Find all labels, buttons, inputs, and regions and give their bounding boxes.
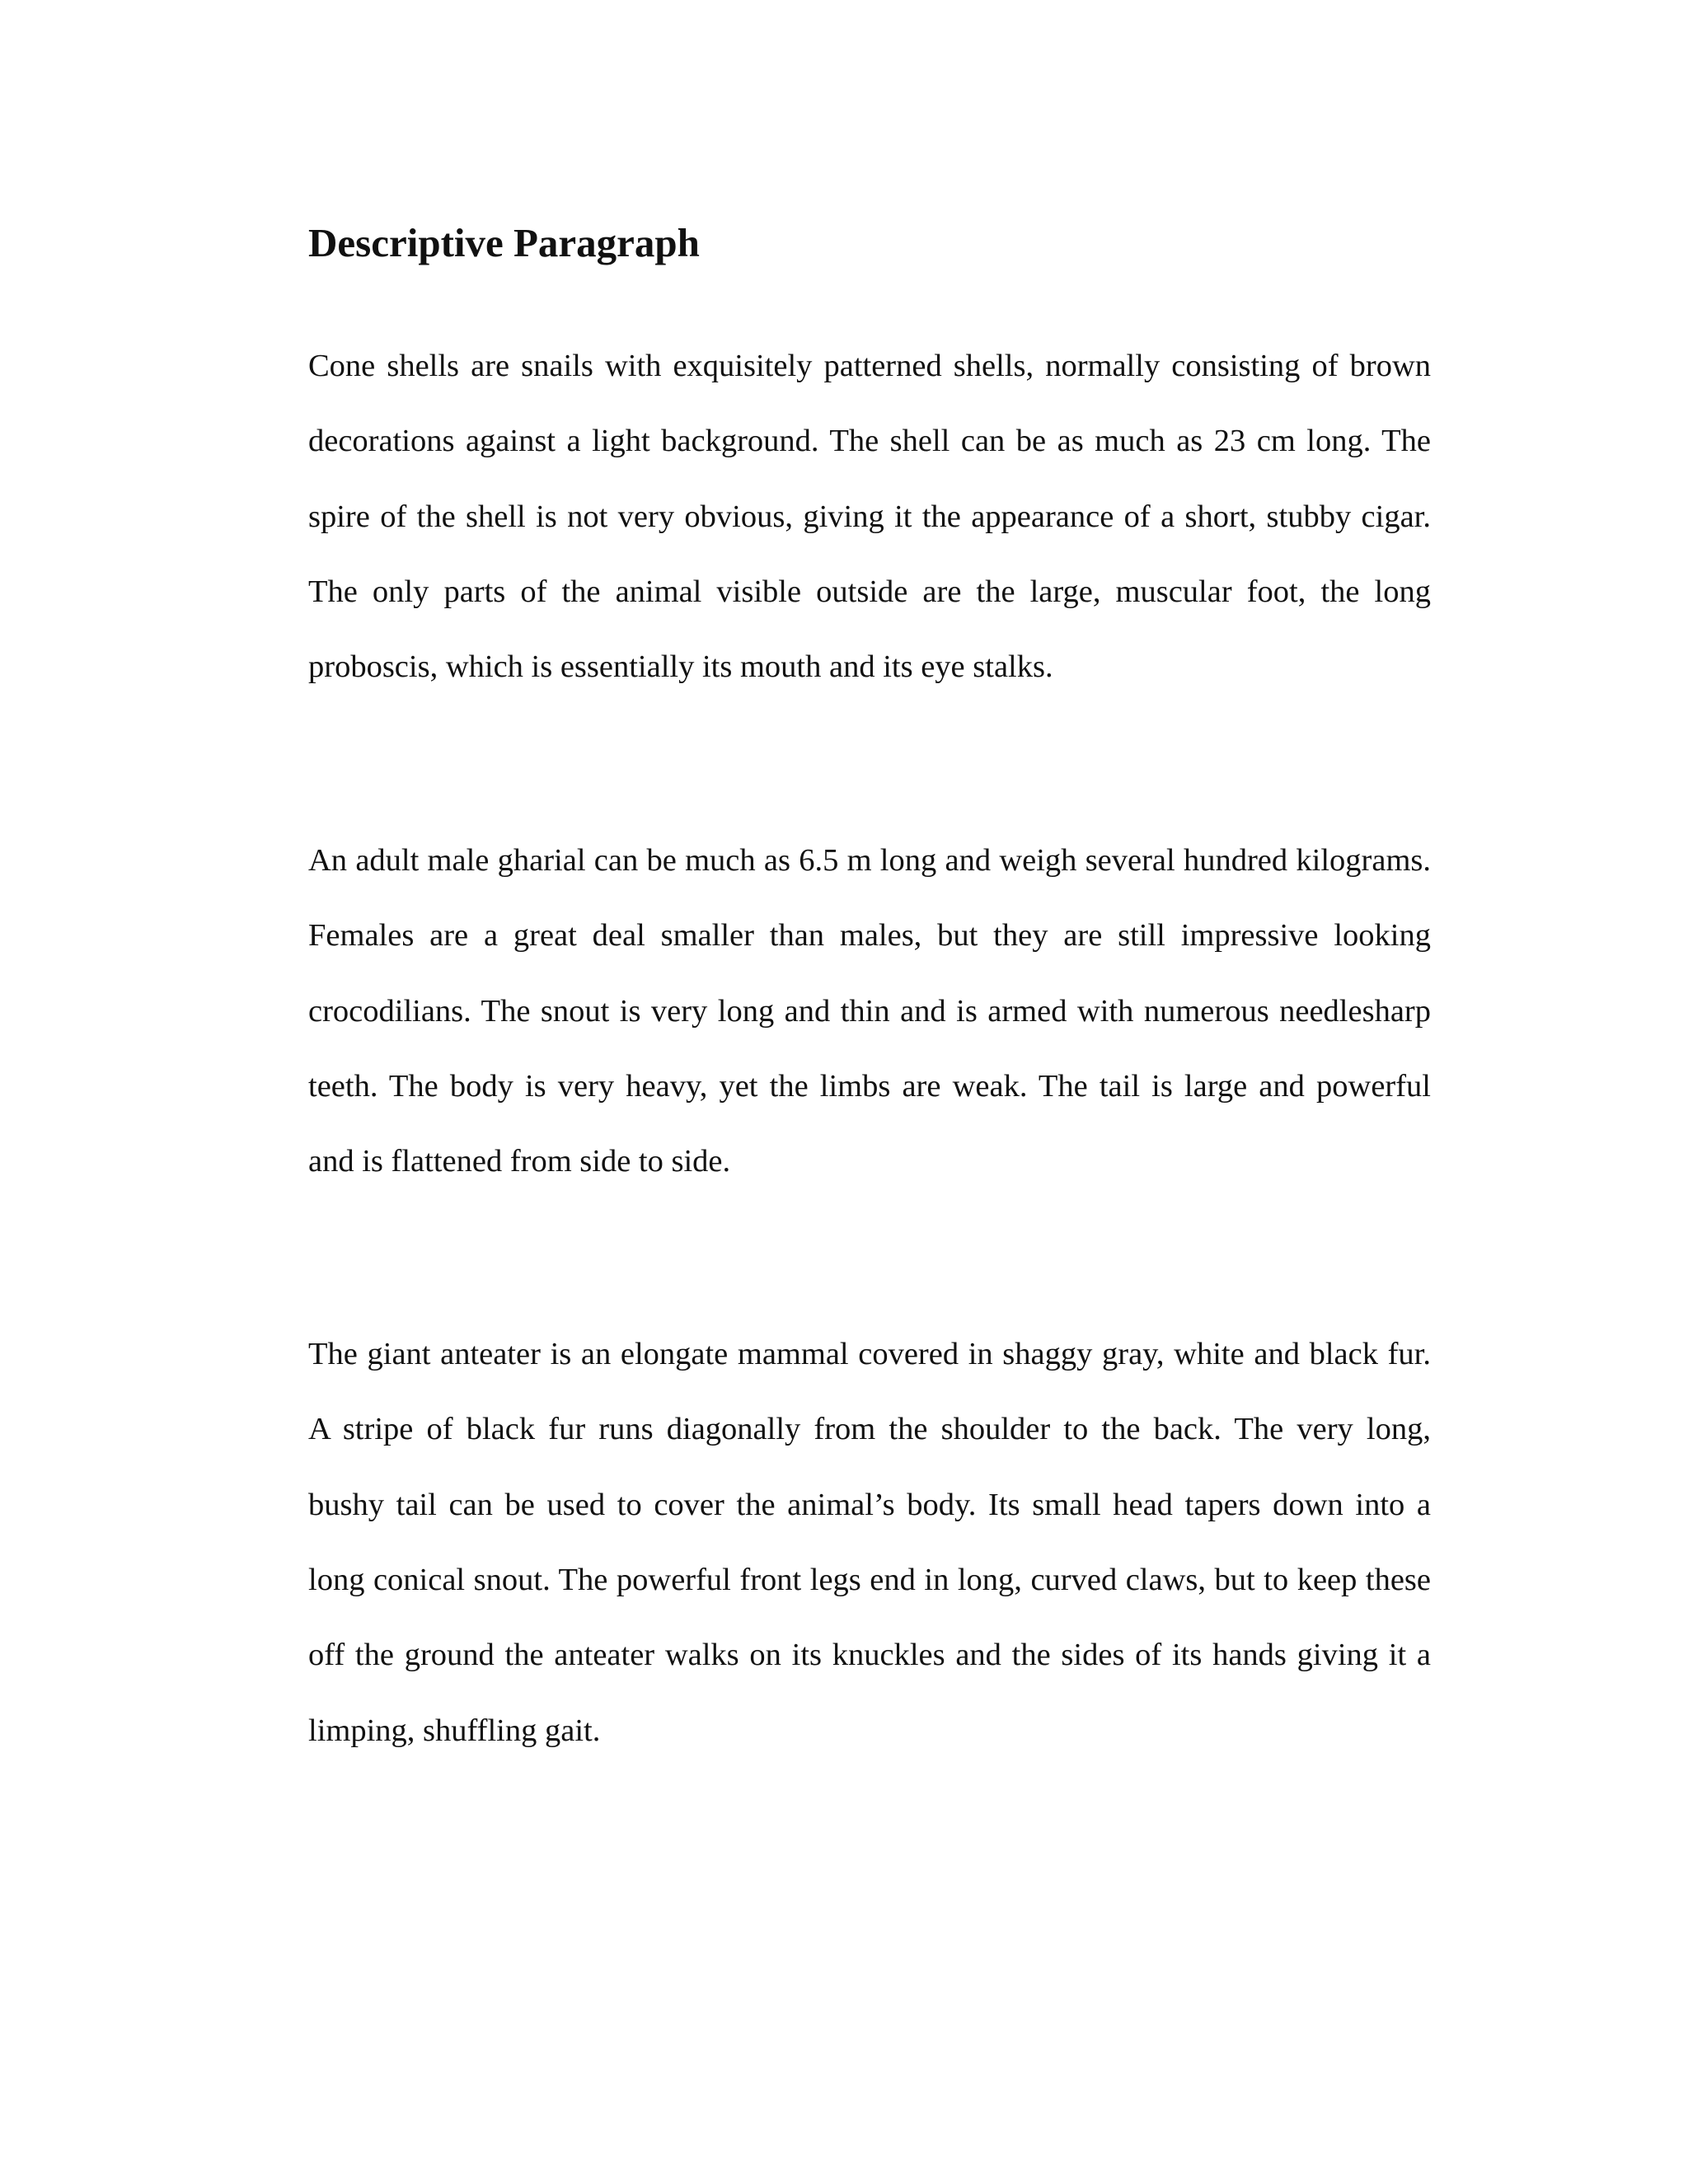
paragraph-line: The giant anteater is an elongate mammal covered in shaggy gray, white and black fur. (308, 1337, 1431, 1371)
paragraph-line: proboscis, which is essentially its mouth and its eye stalks. (308, 649, 1053, 684)
paragraph-line: off the ground the anteater walks on its knuckles and the sides of its hands giving it a (308, 1638, 1431, 1672)
paragraph-line: Females are a great deal smaller than males, but they are still impressive looking (308, 918, 1431, 953)
paragraph-line: The only parts of the animal visible outside are the large, muscular foot, the long (308, 574, 1431, 609)
paragraph-line: long conical snout. The powerful front legs end in long, curved claws, but to keep these (308, 1563, 1431, 1597)
page-title: Descriptive Paragraph (308, 220, 700, 265)
paragraph-line: spire of the shell is not very obvious, giving it the appearance of a short, stubby cigar. (308, 499, 1431, 534)
paragraph-line: and is flattened from side to side. (308, 1144, 731, 1179)
paragraph-line: limping, shuffling gait. (308, 1713, 601, 1748)
paragraph-line: decorations against a light background. The shell can be as much as 23 cm long. The (308, 424, 1431, 458)
paragraph-line: crocodilians. The snout is very long and thin and is armed with numerous needlesharp (308, 994, 1431, 1029)
paragraph-line: Cone shells are snails with exquisitely patterned shells, normally consisting of brown (308, 349, 1431, 383)
paragraph-line: A stripe of black fur runs diagonally from the shoulder to the back. The very long, (308, 1412, 1431, 1446)
paragraph-line: bushy tail can be used to cover the animal’s body. Its small head tapers down into a (308, 1488, 1431, 1522)
paragraph-line: An adult male gharial can be much as 6.5 m long and weigh several hundred kilograms. (308, 843, 1431, 878)
paragraph-line: teeth. The body is very heavy, yet the limbs are weak. The tail is large and powerful (308, 1069, 1431, 1104)
